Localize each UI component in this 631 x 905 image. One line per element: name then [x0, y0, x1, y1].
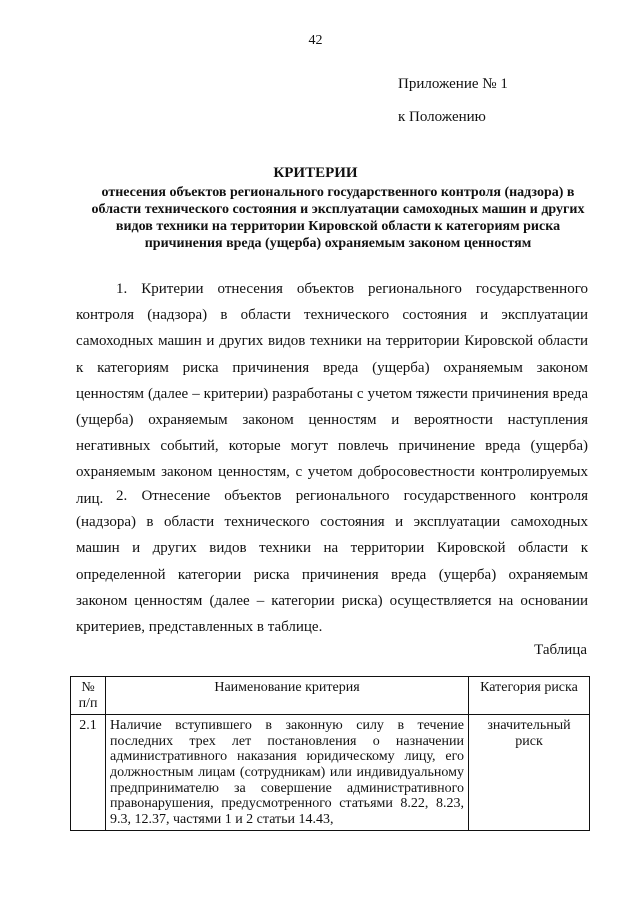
row-risk-category: значительный риск — [469, 715, 590, 831]
table-caption: Таблица — [534, 642, 587, 658]
annex-reference: к Положению — [398, 109, 486, 125]
table-row — [71, 715, 590, 831]
criteria-table — [70, 676, 590, 831]
header-number: № п/п — [71, 677, 106, 715]
row-criterion-name: Наличие вступившего в законную силу в течение последних трех лет постановления о назначении административного наказания юридическому лицу, его должностным лицам (сотрудникам) или индивидуальному предпринимателю за совершение административного правонарушения, предусмотренного статьями 8.22, 8.23, 9.3, 12.37, частями 1 и 2 статьи 14.43, — [106, 715, 469, 831]
annex-label: Приложение № 1 — [398, 76, 508, 92]
document-title: КРИТЕРИИ — [273, 165, 358, 181]
header-criterion-name: Наименование критерия — [106, 677, 469, 715]
page-number: 42 — [308, 33, 323, 48]
table-header-row — [71, 677, 590, 715]
document-subtitle: отнесения объектов регионального государственного контроля (надзора) в области технического состояния и эксплуатации самоходных машин и других видов техники на территории Кировской области к категориям риска причинения вреда (ущерба) охраняемым законом ценностям — [91, 185, 585, 251]
paragraph-2: 2. Отнесение объектов регионального государственного контроля (надзора) в области технического состояния и эксплуатации самоходных машин и других видов техники на территории Кировской области к определенной категории риска причинения вреда (ущерба) охраняемым законом ценностям (далее – категории риска) осуществляется на основании критериев, представленных в таблице. — [76, 488, 588, 636]
header-risk-category: Категория риска — [469, 677, 590, 715]
paragraph-1: 1. Критерии отнесения объектов регионального государственного контроля (надзора) в области технического состояния и эксплуатации самоходных машин и других видов техники на территории Кировской области к категориям риска причинения вреда (ущерба) охраняемым законом ценностям (далее – критерии) разработаны с учетом тяжести причинения вреда (ущерба) охраняемым законом ценностям и вероятности наступления негативных событий, которые могут повлечь причинение вреда (ущерба) охраняемым законом ценностям, с учетом добросовестности контролируемых лиц. — [76, 281, 588, 507]
row-number: 2.1 — [71, 715, 106, 831]
